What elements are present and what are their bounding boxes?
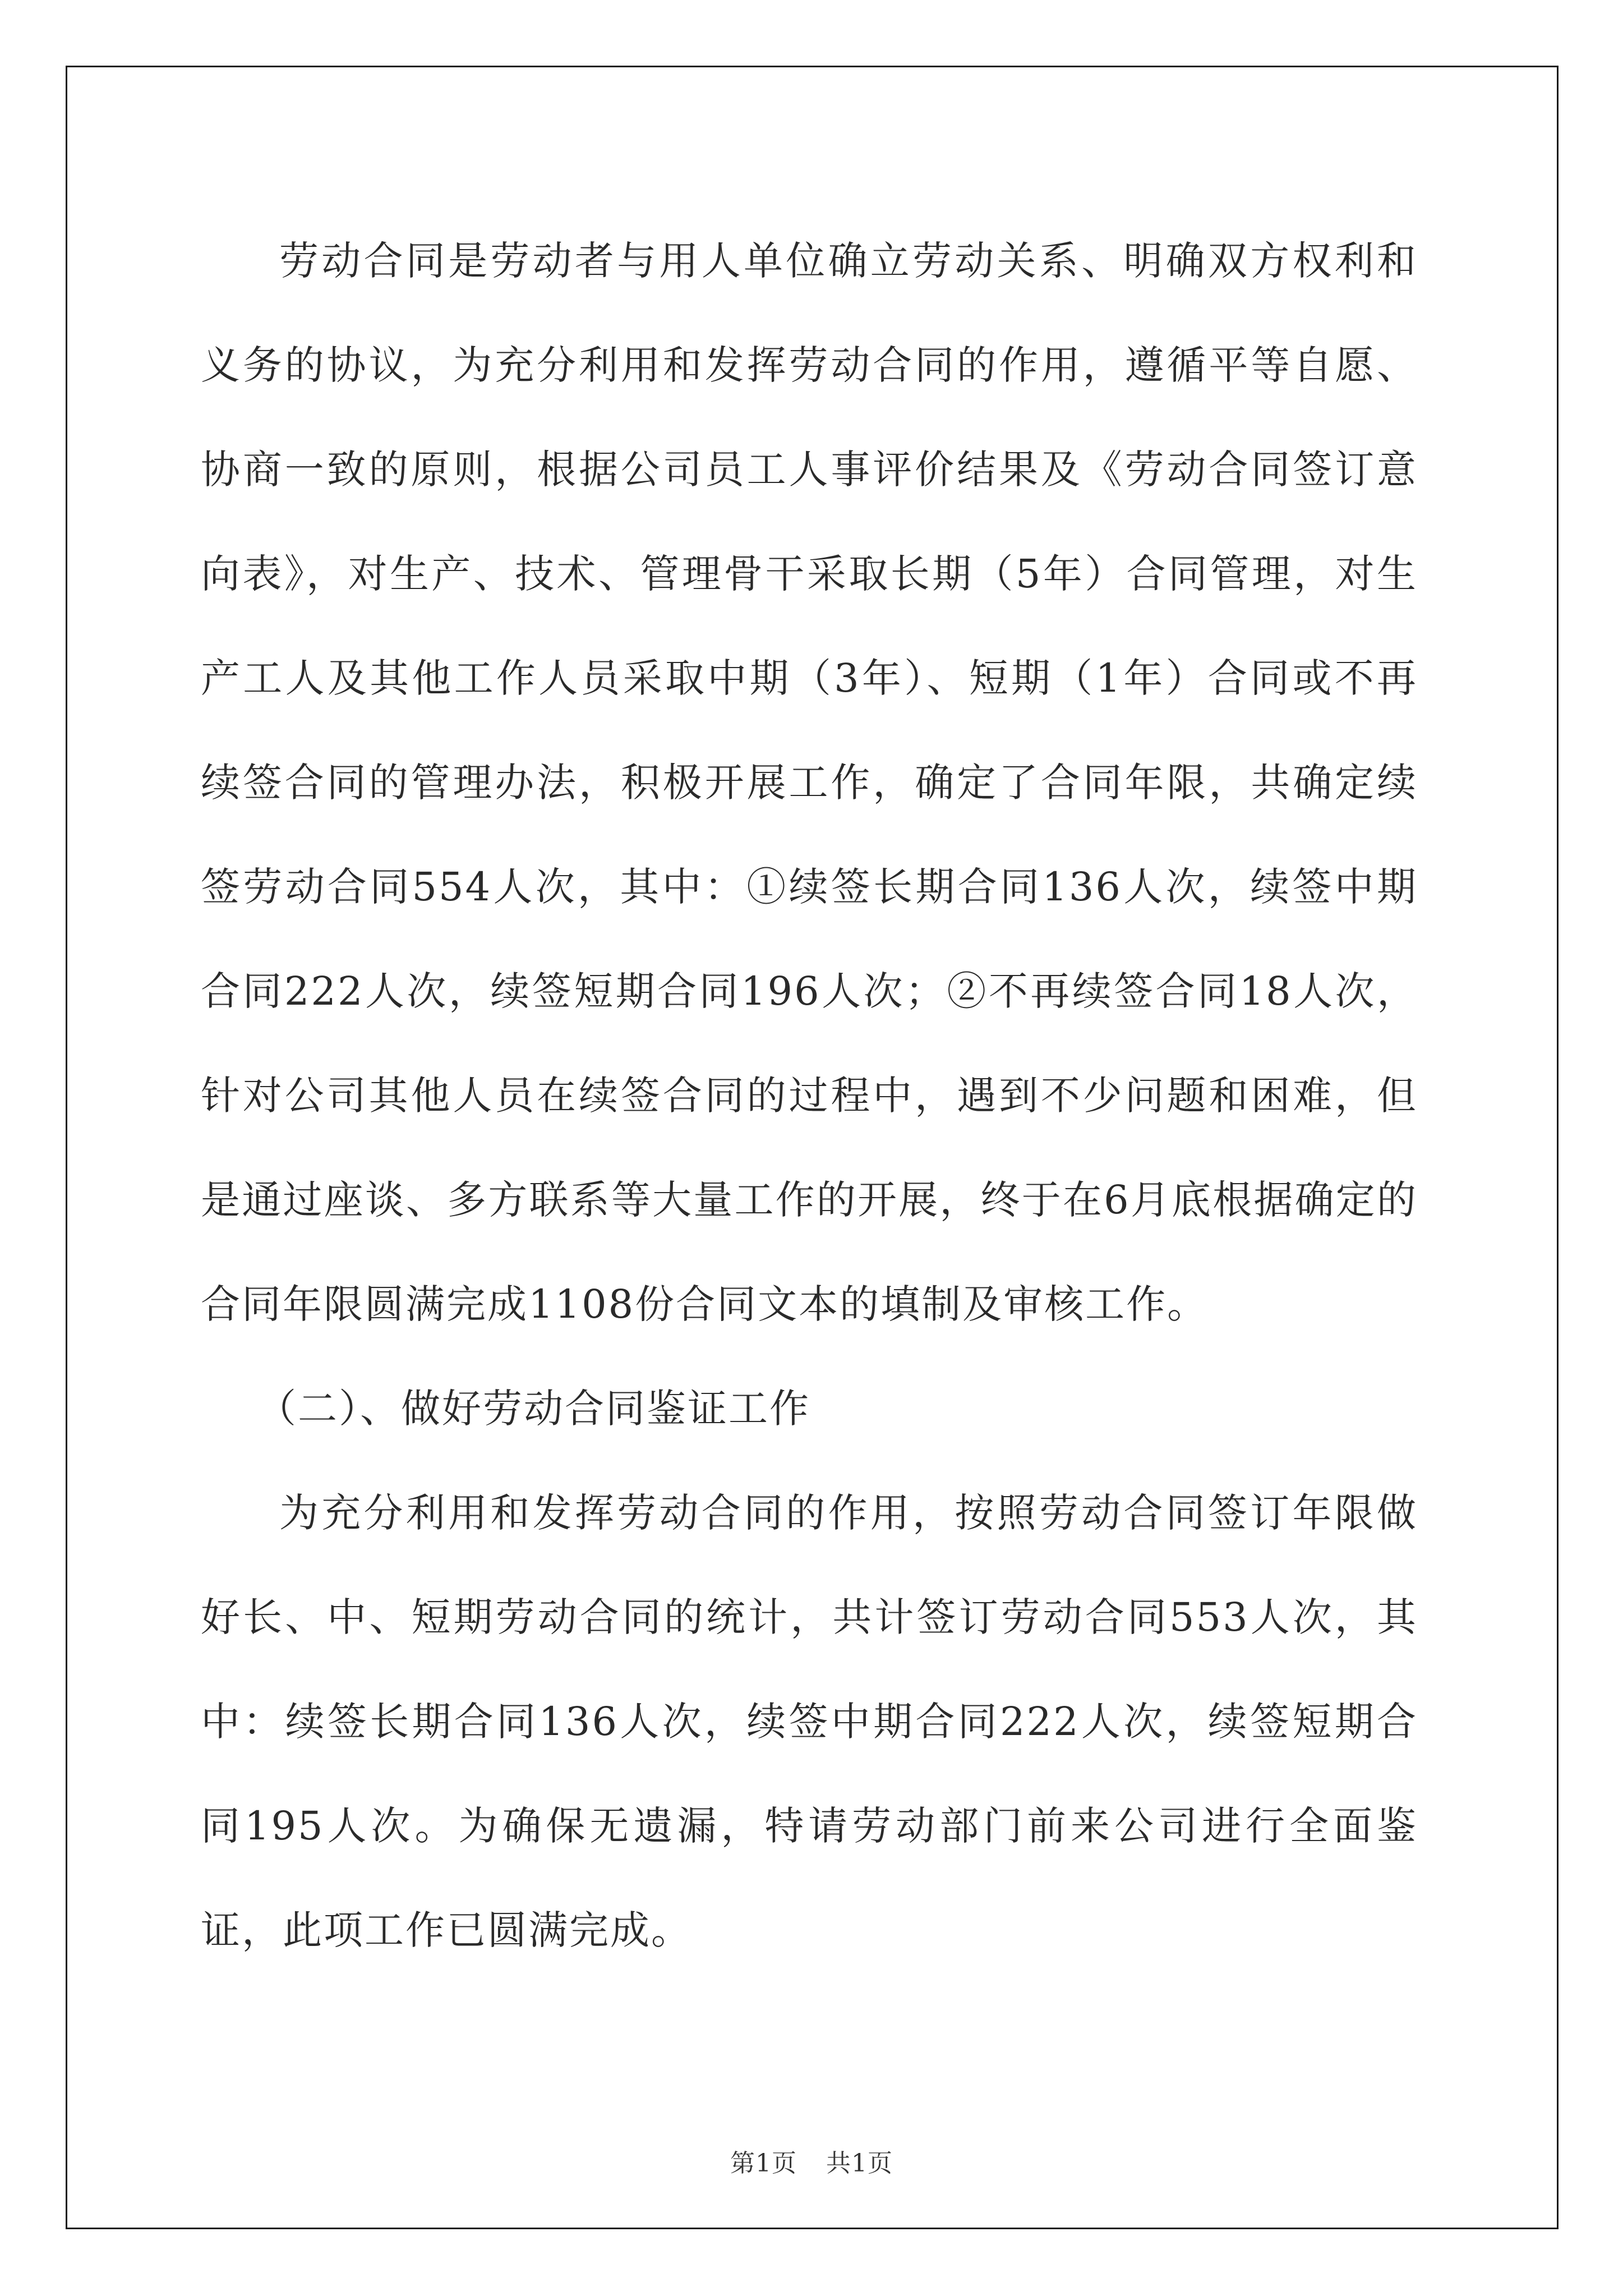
section-heading: （二）、做好劳动合同鉴证工作 bbox=[257, 1386, 810, 1432]
page-number: 第1页 bbox=[730, 2149, 797, 2178]
page-total: 共1页 bbox=[826, 2149, 893, 2178]
body-paragraph: 为充分利用和发挥劳动合同的作用，按照劳动合同签订年限做好长、中、短期劳动合同的统计，共计签订劳动合同553人次，其中：续签长期合同136人次，续签中期合同222人次，续签短期合同195人次。为确保无遗漏，特请劳动部门前来公司进行全面鉴证，此项工作已圆满完成。 bbox=[201, 1490, 1418, 1953]
page-footer bbox=[0, 2143, 1623, 2179]
body-paragraph: 劳动合同是劳动者与用人单位确立劳动关系、明确双方权利和义务的协议，为充分利用和发挥劳动合同的作用，遵循平等自愿、协商一致的原则，根据公司员工人事评价结果及《劳动合同签订意向表》，对生产、技术、管理骨干采取长期（5年）合同管理，对生产工人及其他工作人员采取中期（3年）、短期（1年）合同或不再续签合同的管理办法，积极开展工作，确定了合同年限，共确定续签劳动合同554人次，其中：①续签长期合同136人次，续签中期合同222人次，续签短期合同196人次；②不再续签合同18人次，针对公司其他人员在续签合同的过程中，遇到不少问题和困难，但是通过座谈、多方联系等大量工作的开展，终于在6月底根据确定的合同年限圆满完成1108份合同文本的填制及审核工作。 bbox=[201, 238, 1418, 1327]
document-body bbox=[201, 209, 1418, 1982]
